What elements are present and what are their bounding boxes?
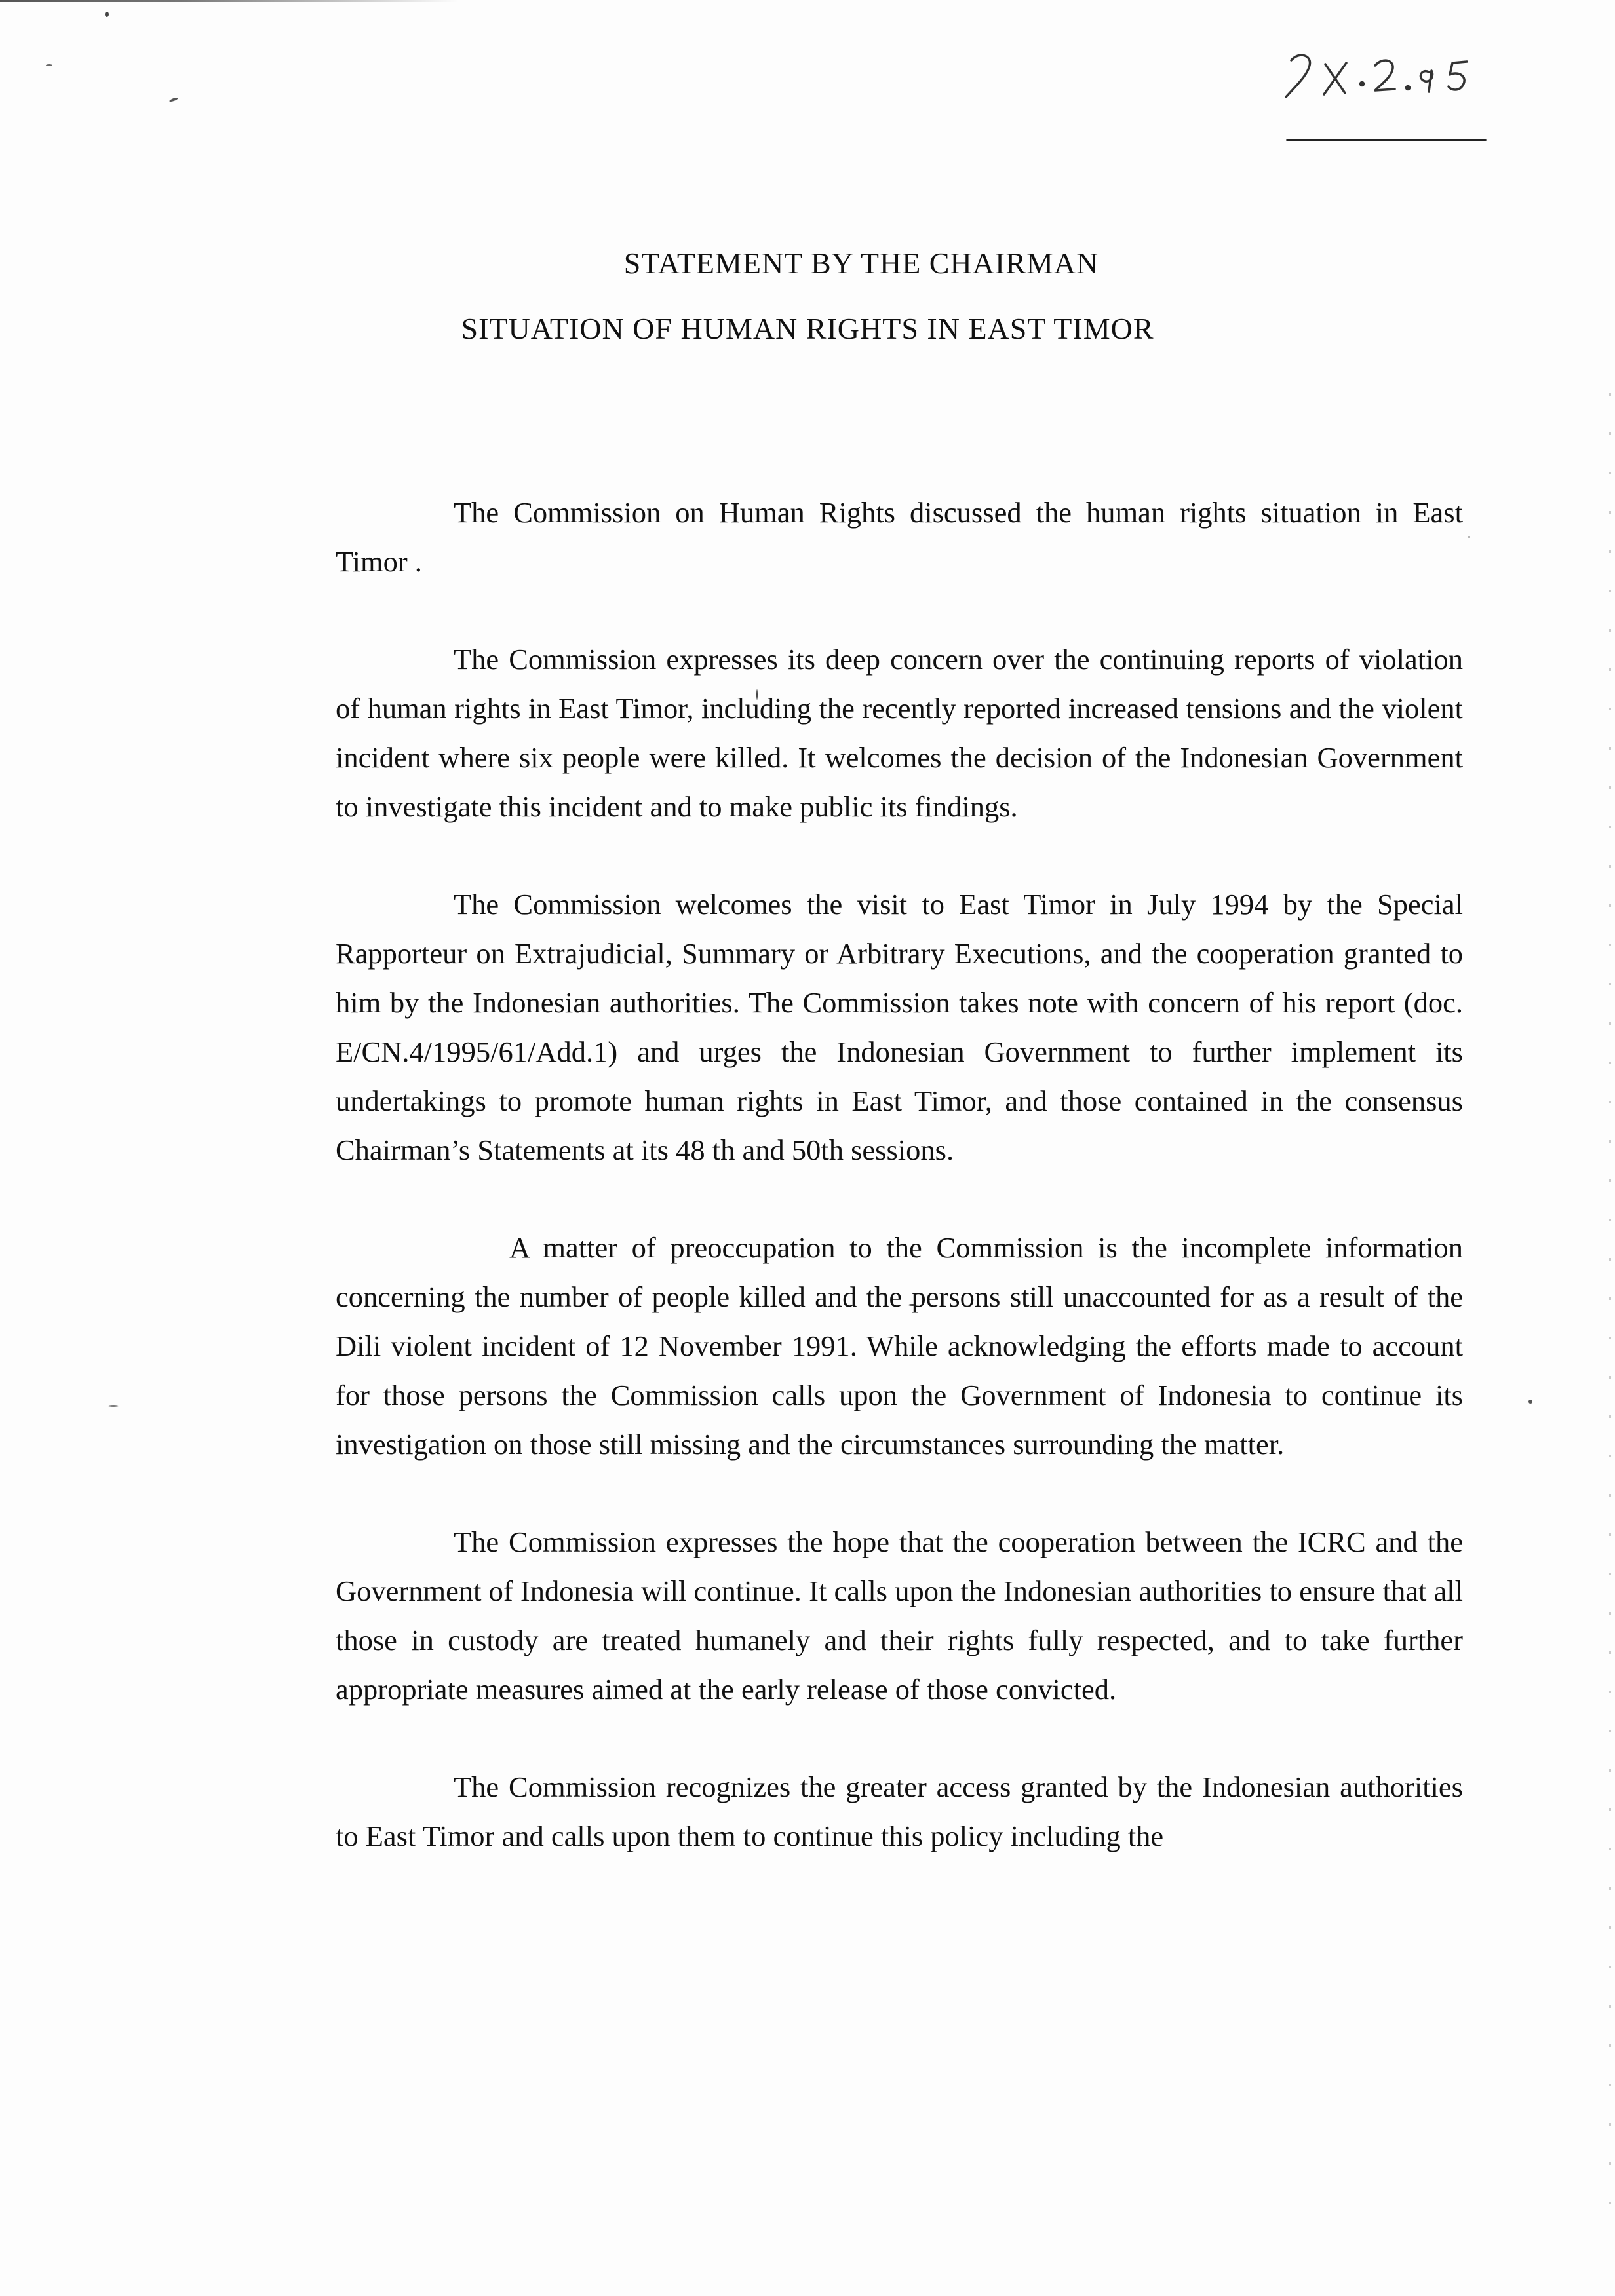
scan-speck	[1468, 536, 1470, 538]
scan-edge-artifact	[0, 0, 459, 2]
scan-speck	[105, 12, 109, 17]
handwritten-date-note	[1277, 46, 1487, 111]
scan-speck	[1528, 1400, 1532, 1404]
paragraph-4: A matter of preoccupation to the Commission is the incomplete information concerning the number of people killed and the persons still unaccounted for as a result of the Dili violent incident of 12 November 1991. While acknowledging the efforts made to account for those persons the Commission calls upon the Government of Indonesia to continue its investigation on those still missing and the circumstances surrounding the matter.	[336, 1231, 1463, 1461]
scan-speck	[46, 64, 52, 66]
scan-speck	[169, 97, 179, 103]
scan-speck	[108, 1405, 119, 1407]
paragraph-6: The Commission recognizes the greater access granted by the Indonesian authorities to East Timor and calls upon them to continue this policy including the	[336, 1770, 1463, 1852]
statement-body	[336, 488, 1463, 1861]
paragraph-5: The Commission expresses the hope that the cooperation between the ICRC and the Government of Indonesia will continue. It calls upon the Indonesian authorities to ensure that all those in custody are treated humanely and their rights fully respected, and to take further appropriate measures aimed at the early release of those convicted.	[336, 1525, 1463, 1706]
document-subtitle: SITUATION OF HUMAN RIGHTS IN EAST TIMOR	[461, 312, 1154, 345]
handwritten-date-drawing	[1277, 46, 1487, 111]
paragraph-3: The Commission welcomes the visit to East Timor in July 1994 by the Special Rapporteur on Extrajudicial, Summary or Arbitrary Executions, and the cooperation granted to him by the Indonesian authorities. The Commission takes note with concern of his report (doc. E/CN.4/1995/61/Add.1) and urges the Indonesian Government to further implement its undertakings to promote human rights in East Timor, and those contained in the consensus Chairman’s Statements at its 48 th and 50th sessions.	[336, 888, 1463, 1166]
scan-margin-dots	[1609, 393, 1611, 2228]
document-title: STATEMENT BY THE CHAIRMAN	[623, 246, 1099, 280]
paragraph-1: The Commission on Human Rights discussed the human rights situation in East Timor .	[336, 496, 1463, 578]
paragraph-2: The Commission expresses its deep concern over the continuing reports of violation of human rights in East Timor, including the recently reported increased tensions and the violent incident where six people were killed. It welcomes the decision of the Indonesian Government to investigate this incident and to make public its findings.	[336, 643, 1463, 823]
handwritten-underline	[1286, 139, 1487, 141]
